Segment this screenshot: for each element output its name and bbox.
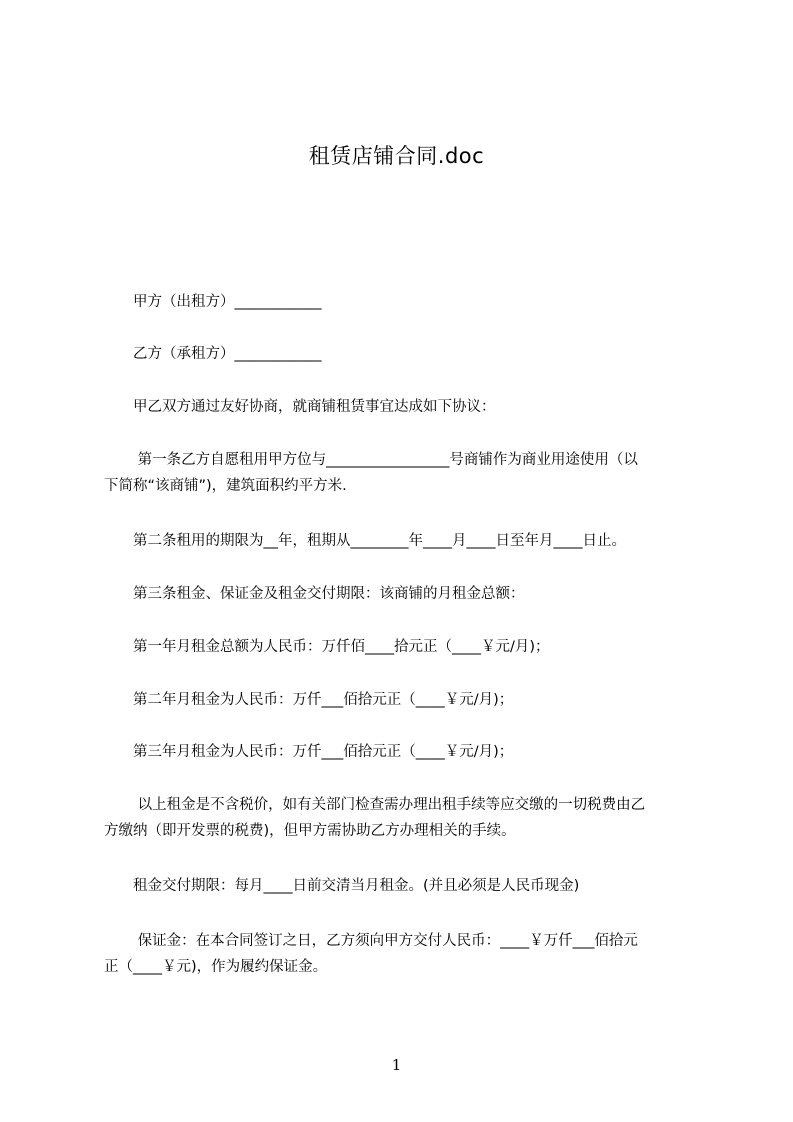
- paragraph-line: 甲乙双方通过友好协商，就商铺租赁事宜达成如下协议：: [104, 399, 496, 415]
- rent-year-2: [104, 687, 704, 713]
- rent-year-1: [104, 634, 704, 660]
- paragraph-line: 第一条乙方自愿租用甲方位与_________________号商铺作为商业用途使用（以: [104, 452, 638, 468]
- paragraph-line: 第三年月租金为人民币：万仟___佰拾元正（____￥元/月)；: [104, 744, 514, 760]
- tax-clause: [104, 792, 704, 844]
- paragraph-line: 下简称“该商铺”)，建筑面积约平方米.: [104, 478, 347, 494]
- paragraph-line: 第三条租金、保证金及租金交付期限：该商铺的月租金总额：: [104, 586, 525, 602]
- agreement-intro: [104, 394, 704, 420]
- document-title: 租赁店铺合同.doc: [308, 144, 485, 168]
- paragraph-line: 正（____￥元)，作为履约保证金。: [104, 959, 328, 975]
- paragraph-line: 第二条租用的期限为__年，租期从________年____月____日至年月____日止。: [104, 533, 626, 549]
- paragraph-line: 乙方（承租方）____________: [104, 346, 322, 362]
- paragraph-line: 第二年月租金为人民币：万仟___佰拾元正（____￥元/月)；: [104, 692, 514, 708]
- article-1: [104, 447, 704, 499]
- payment-deadline: [104, 873, 704, 899]
- deposit-clause: [104, 928, 704, 980]
- paragraph-line: 方缴纳（即开发票的税费)，但甲方需协助乙方办理相关的手续。: [104, 823, 516, 839]
- paragraph-line: 甲方（出租方）____________: [104, 294, 322, 310]
- article-3: [104, 581, 704, 607]
- article-2: [104, 528, 704, 554]
- paragraph-line: 第一年月租金总额为人民币：万仟佰____拾元正（____￥元/月)；: [104, 639, 550, 655]
- paragraph-line: 以上租金是不含税价，如有关部门检查需办理出租手续等应交缴的一切税费由乙: [104, 797, 646, 813]
- page-number: 1: [391, 1056, 402, 1074]
- party-a-line: [104, 289, 704, 315]
- paragraph-line: 保证金：在本合同签订之日，乙方须向甲方交付人民币：____￥万仟___佰拾元: [104, 933, 638, 949]
- rent-year-3: [104, 739, 704, 765]
- paragraph-line: 租金交付期限：每月____日前交清当月租金。(并且必须是人民币现金): [104, 878, 580, 894]
- party-b-line: [104, 341, 704, 367]
